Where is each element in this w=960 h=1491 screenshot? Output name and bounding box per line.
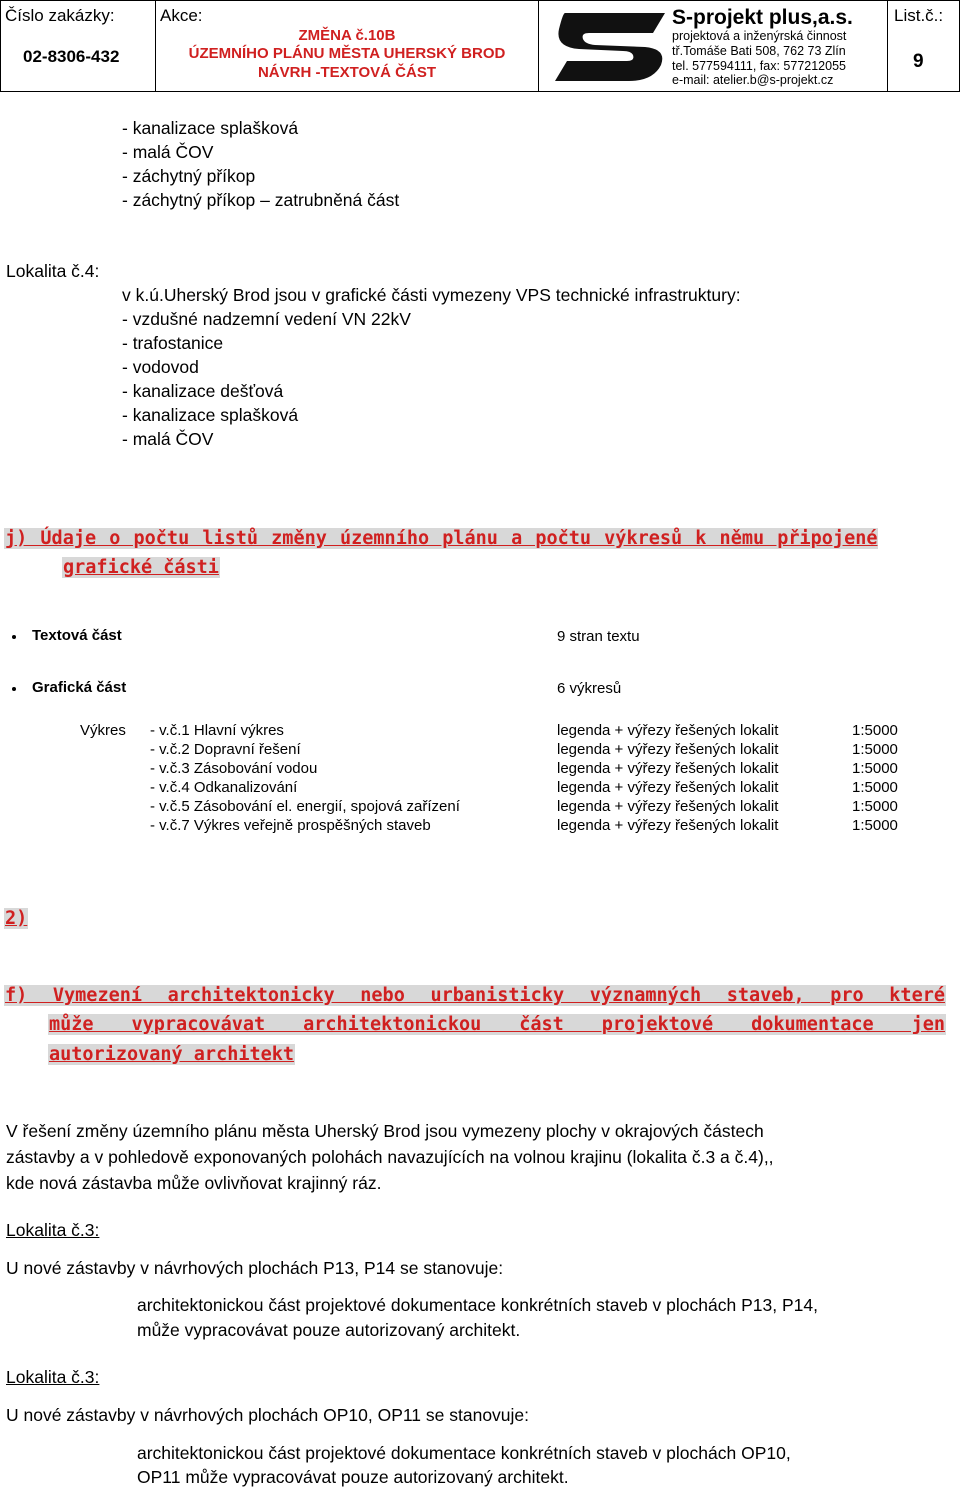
bullet-label: Textová část	[32, 627, 122, 644]
company-logo-icon	[553, 9, 671, 85]
list-item: - záchytný příkop	[122, 166, 256, 186]
bullet-icon	[12, 635, 16, 639]
drawing-legend: legenda + výřezy řešených lokalit	[557, 798, 779, 815]
lokalita3-text-line: architektonickou část projektové dokumentace konkrétních staveb v plochách OP10,	[137, 1443, 791, 1463]
drawing-scale: 1:5000	[852, 741, 898, 758]
company-email: e-mail: atelier.b@s-projekt.cz	[672, 73, 834, 87]
lokalita3-intro: U nové zástavby v návrhových plochách OP10, OP11 se stanovuje:	[6, 1405, 530, 1425]
list-item: - malá ČOV	[122, 142, 214, 162]
paragraph-line: zástavby a v pohledově exponovaných polohách navazujících na volnou krajinu (lokalita č.3 a č.4),,	[6, 1147, 774, 1167]
list-item: - kanalizace dešťová	[122, 381, 284, 401]
bullet-value: 9 stran textu	[557, 628, 640, 645]
lokalita3-text-line: OP11 může vypracovávat pouze autorizovaný architekt.	[137, 1467, 569, 1487]
drawing-scale: 1:5000	[852, 798, 898, 815]
drawing-legend: legenda + výřezy řešených lokalit	[557, 760, 779, 777]
action-title-line-3: NÁVRH -TEXTOVÁ ČÁST	[257, 64, 437, 81]
sheet-label: List.č.:	[894, 6, 944, 25]
drawing-name: - v.č.4 Odkanalizování	[150, 779, 298, 796]
paragraph-line: V řešení změny územního plánu města Uherský Brod jsou vymezeny plochy v okrajových částech	[6, 1121, 764, 1141]
section-j-heading: j) Údaje o počtu listů změny územního plánu a počtu výkresů k němu připojené	[5, 528, 878, 549]
action-label: Akce:	[160, 6, 203, 25]
action-title-line-2: ÚZEMNÍHO PLÁNU MĚSTA UHERSKÝ BROD	[188, 45, 506, 62]
drawing-name: - v.č.3 Zásobování vodou	[150, 760, 318, 777]
drawing-name: - v.č.5 Zásobování el. energií, spojová zařízení	[150, 798, 460, 815]
bullet-value: 6 výkresů	[557, 680, 622, 697]
lokalita3-title: Lokalita č.3:	[6, 1367, 100, 1387]
sheet-cell	[888, 1, 959, 91]
order-number: 02-8306-432	[23, 47, 120, 66]
drawing-scale: 1:5000	[852, 817, 898, 834]
action-cell	[156, 1, 539, 91]
lokalita3-text-line: architektonickou část projektové dokumentace konkrétních staveb v plochách P13, P14,	[137, 1295, 818, 1315]
drawing-scale: 1:5000	[852, 722, 898, 739]
action-title-line-1: ZMĚNA č.10B	[298, 27, 396, 44]
lokalita3-text-line: může vypracovávat pouze autorizovaný architekt.	[137, 1320, 521, 1340]
drawings-label: Výkres	[80, 722, 126, 739]
drawing-name: - v.č.2 Dopravní řešení	[150, 741, 301, 758]
section-f-heading-cont: může vypracovávat architektonickou část projektové dokumentace jen	[49, 1014, 945, 1035]
list-item: - malá ČOV	[122, 429, 214, 449]
drawing-legend: legenda + výřezy řešených lokalit	[557, 722, 779, 739]
paragraph-line: kde nová zástavba může ovlivňovat krajinný ráz.	[6, 1173, 382, 1193]
lokalita3-intro: U nové zástavby v návrhových plochách P13, P14 se stanovuje:	[6, 1258, 504, 1278]
section-f-heading-cont: autorizovaný architekt	[49, 1044, 295, 1065]
company-line-2: tř.Tomáše Bati 508, 762 73 Zlín	[672, 44, 846, 58]
section-j-heading-cont: grafické části	[63, 557, 219, 578]
drawing-legend: legenda + výřezy řešených lokalit	[557, 779, 779, 796]
lokalita4-title: Lokalita č.4:	[6, 261, 100, 281]
drawing-name: - v.č.1 Hlavní výkres	[150, 722, 284, 739]
company-name: S-projekt plus,a.s.	[672, 6, 853, 29]
list-item: - vzdušné nadzemní vedení VN 22kV	[122, 309, 411, 329]
list-item: - kanalizace splašková	[122, 118, 299, 138]
order-cell	[1, 1, 156, 91]
drawing-name: - v.č.7 Výkres veřejně prospěšných staveb	[150, 817, 431, 834]
list-item: - záchytný příkop – zatrubněná část	[122, 190, 400, 210]
company-line-3: tel. 577594111, fax: 577212055	[672, 59, 846, 73]
section-2-number: 2)	[5, 908, 28, 929]
company-line-1: projektová a inženýrská činnost	[672, 29, 847, 43]
bullet-label: Grafická část	[32, 679, 127, 696]
list-item: - trafostanice	[122, 333, 224, 353]
list-item: - vodovod	[122, 357, 199, 377]
drawing-legend: legenda + výřezy řešených lokalit	[557, 741, 779, 758]
order-label: Číslo zakázky:	[5, 6, 115, 25]
list-item: - kanalizace splašková	[122, 405, 299, 425]
drawing-legend: legenda + výřezy řešených lokalit	[557, 817, 779, 834]
drawing-scale: 1:5000	[852, 779, 898, 796]
document-header	[0, 0, 960, 92]
sheet-number: 9	[913, 51, 924, 72]
bullet-icon	[12, 687, 16, 691]
section-f-heading: f) Vymezení architektonicky nebo urbanisticky významných staveb, pro které	[5, 985, 945, 1006]
lokalita4-intro: v k.ú.Uherský Brod jsou v grafické části vymezeny VPS technické infrastruktury:	[122, 285, 741, 305]
lokalita3-title: Lokalita č.3:	[6, 1220, 100, 1240]
drawing-scale: 1:5000	[852, 760, 898, 777]
